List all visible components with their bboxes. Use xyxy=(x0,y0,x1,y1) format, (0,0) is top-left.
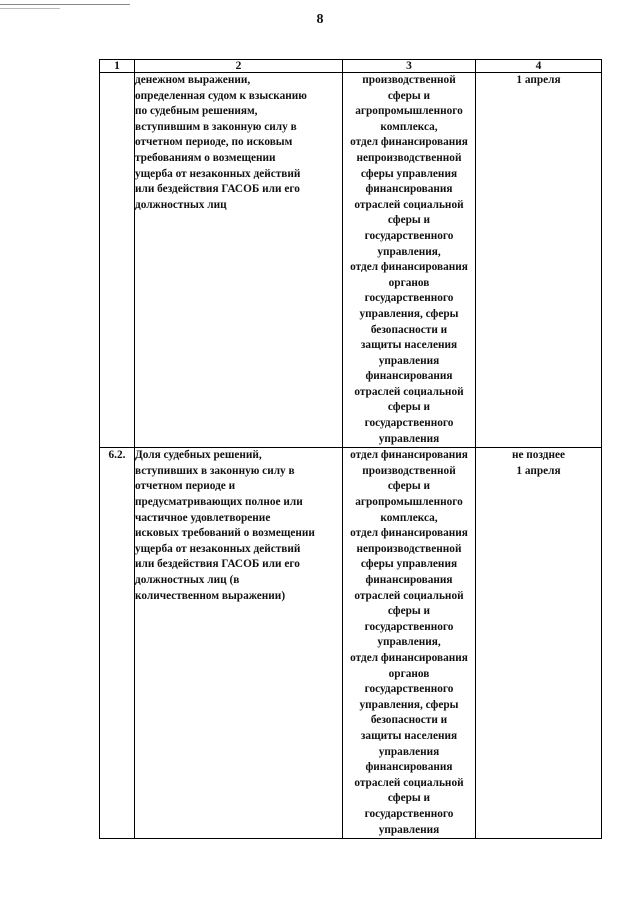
responsible-line: агропромышленного xyxy=(355,105,463,118)
responsible-line: непроизводственной xyxy=(356,542,462,555)
responsible-line: органов xyxy=(388,276,430,289)
page-number: 8 xyxy=(316,12,324,27)
responsible-line: управления, xyxy=(377,245,441,258)
row-number xyxy=(100,73,135,448)
header-col-4: 4 xyxy=(476,60,602,73)
responsible-line: управления xyxy=(378,432,440,445)
indicator-line: должностных лиц xyxy=(135,198,227,211)
responsible-line: государственного xyxy=(364,292,454,305)
indicator-line: по судебным решениям, xyxy=(135,105,258,118)
indicator-line: должностных лиц (в xyxy=(135,574,240,586)
responsible-line: производственной xyxy=(362,464,456,477)
table-row xyxy=(100,73,602,448)
indicator-line: вступившим в законную силу в xyxy=(135,120,297,133)
header-col-2: 2 xyxy=(135,60,343,73)
responsible-line: безопасности и xyxy=(370,714,448,727)
indicator-line: денежном выражении, xyxy=(135,74,251,86)
responsible-line: отраслей социальной xyxy=(354,198,464,211)
responsible-line: финансирования xyxy=(365,761,453,774)
responsible-line: отдел финансирования xyxy=(350,449,468,462)
deadline-line: 1 апреля xyxy=(516,464,561,477)
responsible-line: управления xyxy=(378,354,440,367)
responsible-line: защиты населения xyxy=(360,339,458,352)
responsible-line: сферы управления xyxy=(360,558,458,571)
responsible-line: отдел финансирования xyxy=(350,136,468,149)
responsible-line: комплекса, xyxy=(380,120,438,133)
deadline-line: 1 апреля xyxy=(516,74,561,86)
responsible-line: финансирования xyxy=(365,574,453,586)
indicator-line: отчетном периоде и xyxy=(135,480,236,493)
responsible-line: сферы и xyxy=(387,89,431,102)
responsible-line: непроизводственной xyxy=(356,151,462,164)
indicator-line: вступивших в законную силу в xyxy=(135,464,295,477)
indicator-line: количественном выражении) xyxy=(135,589,286,602)
indicator-line: требованиям о возмещении xyxy=(135,151,276,164)
table-row xyxy=(100,448,602,839)
indicator-line: ущерба от незаконных действий xyxy=(135,542,301,555)
indicator-line: исковых требований о возмещении xyxy=(135,527,315,540)
responsible-line: агропромышленного xyxy=(355,496,463,509)
responsible-line: отдел финансирования xyxy=(350,651,468,664)
indicator-line: определенная судом к взысканию xyxy=(135,89,307,102)
indicator-line: или бездействия ГАСОБ или его xyxy=(135,183,300,196)
responsible-line: защиты населения xyxy=(360,729,458,742)
responsible-line: финансирования xyxy=(365,183,453,196)
responsible-line: органов xyxy=(388,667,430,680)
responsible-line: государственного xyxy=(364,620,454,633)
indicator-line: отчетном периоде, по исковым xyxy=(135,136,293,149)
responsible-line: безопасности и xyxy=(370,323,448,336)
responsible-line: сферы и xyxy=(387,480,431,493)
header-col-3: 3 xyxy=(343,60,476,73)
responsible-line: государственного xyxy=(364,229,454,242)
responsible-line: отдел финансирования xyxy=(350,527,468,540)
responsible-line: управления, сферы xyxy=(359,698,459,711)
responsible-line: производственной xyxy=(362,74,456,86)
responsible-line: финансирования xyxy=(365,370,453,383)
responsible-line: отдел финансирования xyxy=(350,261,468,274)
responsible-line: отраслей социальной xyxy=(354,776,464,789)
responsibility-table xyxy=(99,59,602,839)
table-header-row xyxy=(100,60,602,73)
indicator-cell xyxy=(135,73,343,448)
indicator-cell xyxy=(135,448,343,839)
responsible-line: отраслей социальной xyxy=(354,385,464,398)
responsible-cell xyxy=(343,448,476,839)
deadline-cell xyxy=(476,73,602,448)
table-body xyxy=(100,73,602,839)
responsible-line: управления, сферы xyxy=(359,307,459,320)
responsible-line: управления xyxy=(378,745,440,758)
indicator-line: Доля судебных решений, xyxy=(135,449,262,462)
responsible-line: сферы управления xyxy=(360,167,458,180)
responsible-line: управления, xyxy=(377,636,441,649)
responsible-line: государственного xyxy=(364,683,454,696)
indicator-line: ущерба от незаконных действий xyxy=(135,167,301,180)
responsible-line: управления xyxy=(378,823,440,836)
responsible-line: сферы и xyxy=(387,792,431,805)
deadline-cell xyxy=(476,448,602,839)
responsible-line: отраслей социальной xyxy=(354,589,464,602)
deadline-line: не позднее xyxy=(511,449,566,462)
responsible-line: государственного xyxy=(364,417,454,430)
responsible-line: сферы и xyxy=(387,214,431,227)
corner-rule xyxy=(0,4,130,5)
responsible-line: государственного xyxy=(364,807,454,820)
responsible-cell xyxy=(343,73,476,448)
corner-rule-short xyxy=(0,8,60,9)
responsible-line: сферы и xyxy=(387,605,431,618)
row-number: 6.2. xyxy=(100,448,135,839)
indicator-line: частичное удовлетворение xyxy=(135,511,271,524)
header-col-1: 1 xyxy=(100,60,135,73)
indicator-line: или бездействия ГАСОБ или его xyxy=(135,558,300,571)
responsible-line: комплекса, xyxy=(380,511,438,524)
indicator-line: предусматривающих полное или xyxy=(135,496,303,509)
responsible-line: сферы и xyxy=(387,401,431,414)
